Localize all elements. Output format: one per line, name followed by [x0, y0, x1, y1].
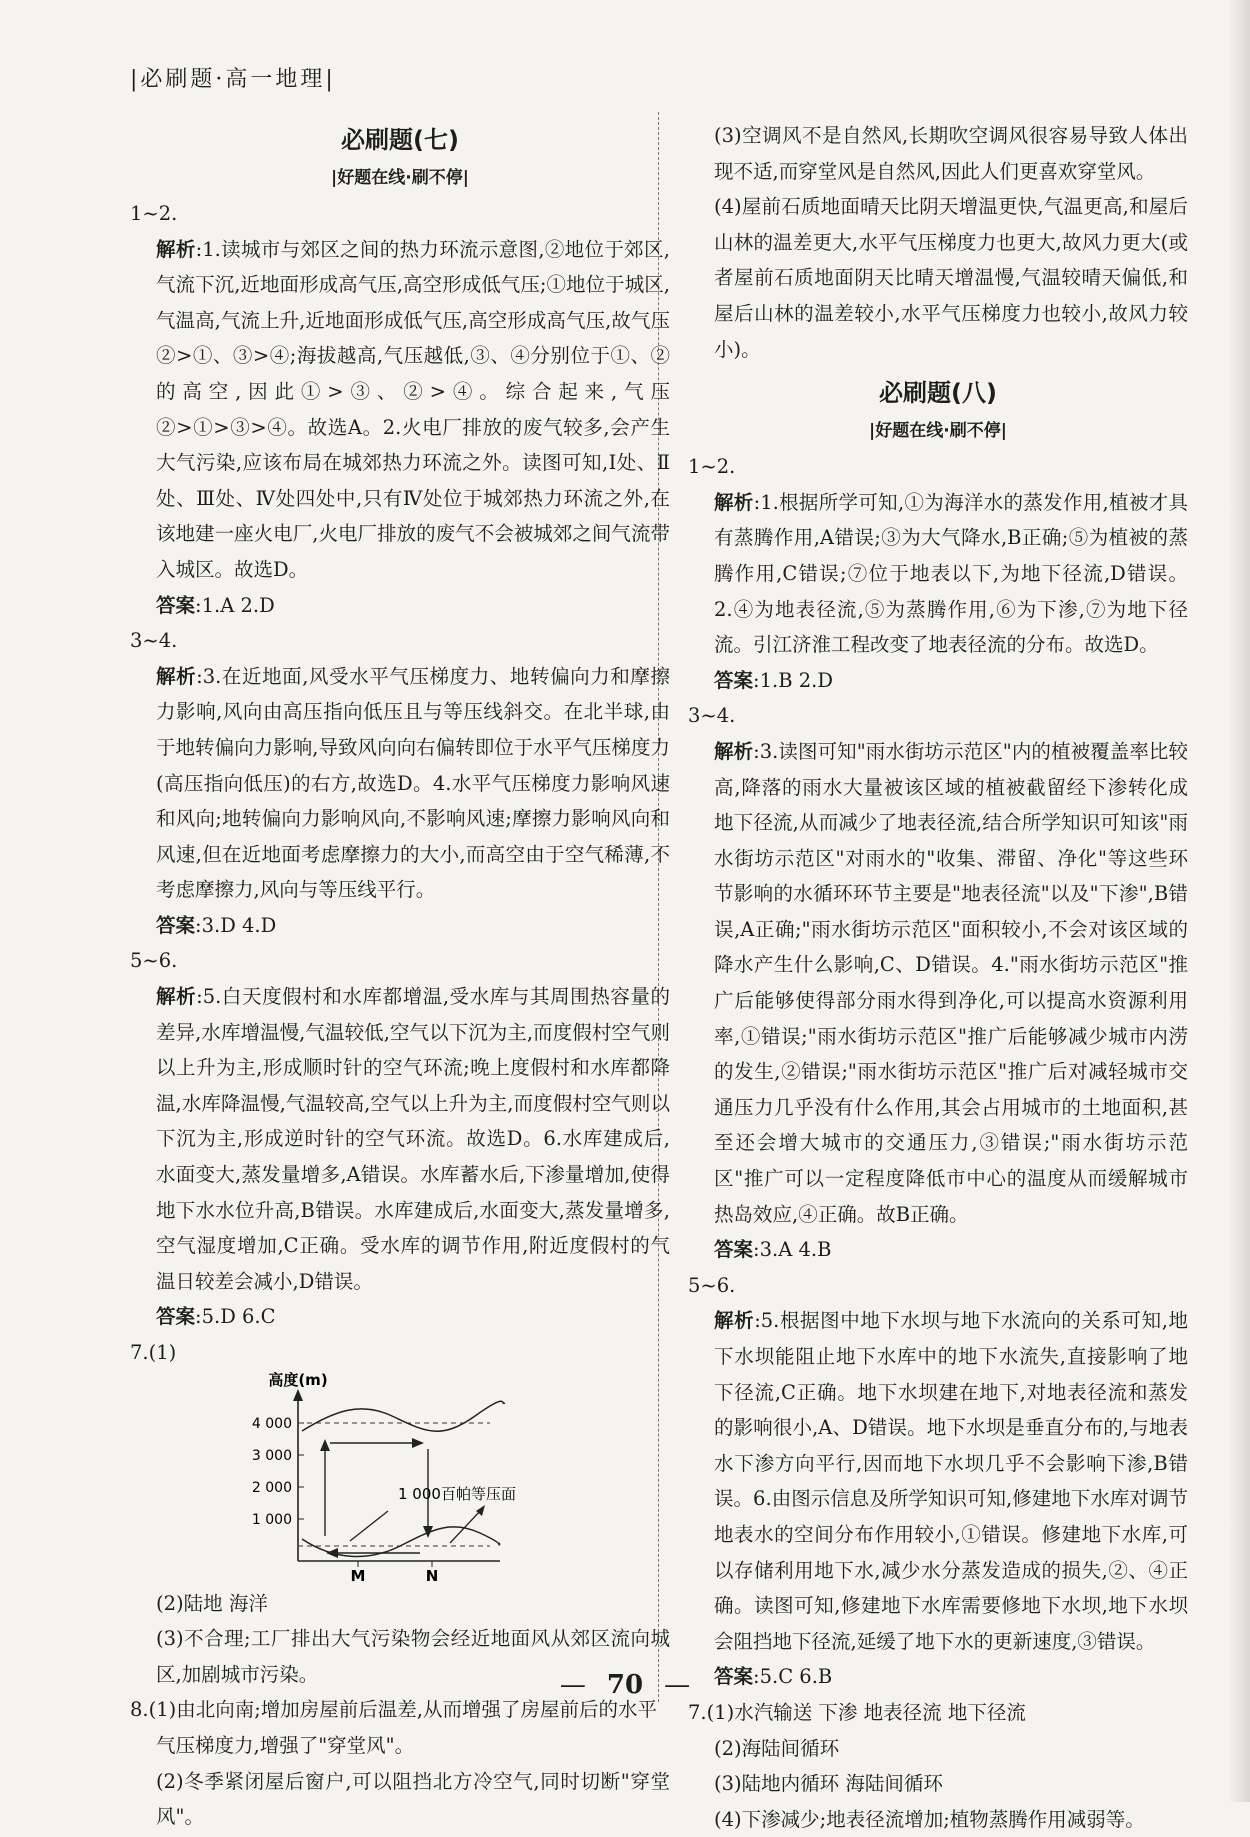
answer-line: (3)陆地内循环 海陆间循环 — [714, 1772, 943, 1796]
answer-line: (2)陆地 海洋 — [156, 1591, 268, 1615]
analysis-paragraph — [130, 659, 670, 908]
arrow-head — [326, 1548, 338, 1558]
answer-label: 答案 — [156, 1305, 196, 1329]
question-8-1: 8.(1)由北向南;增加房屋前后温差,从而增强了房屋前后的水平气压梯度力,增强了"穿堂风"。 — [130, 1698, 657, 1757]
analysis-label: 解析 — [156, 985, 197, 1009]
upper-isobar-curve — [302, 1401, 505, 1431]
arrow-head — [320, 1439, 330, 1451]
analysis-label: 解析 — [156, 237, 196, 261]
analysis-paragraph — [688, 1303, 1188, 1659]
analysis-text: :3.读图可知"雨水街坊示范区"内的植被覆盖率比较高,降落的雨水大量被该区域的植被截留经下渗转化成地下径流,从而减少了地表径流,结合所学知识可知该"雨水街坊示范区"对雨水的"收集、滞留、净化"等这些环节影响的水循环环节主要是"地表径流"以及"下渗",B错误,A正确;"雨水街坊示范区"面积较小,不会对该区域的降水产生什么影响,C、D错误。4."雨水街坊示范区"推广后能够使得部分雨水得到净化,可以提高水资源利用率,①错误;"雨水街坊示范区"推广后能够减少城市内涝的发生,②错误;"雨水街坊示范区"推广后对减轻城市交通压力几乎没有什么作用,其会占用城市的土地面积,甚至还会增大城市的交通压力,③错误;"雨水街坊示范区"推广可以一定程度降低市中心的温度从而缓解城市热岛效应,④正确。故B正确。 — [714, 739, 1188, 1226]
question-number: 1~2. — [688, 455, 736, 479]
page-footer — [0, 1670, 1250, 1700]
analysis-paragraph — [130, 232, 670, 588]
analysis-text: :5.白天度假村和水库都增温,受水库与其周围热容量的差异,水库增温慢,气温较低,空气以下沉为主,而度假村空气则以上升为主,形成顺时针的空气环流;晚上度假村和水库都降温,水库降温慢,气温较高,空气以上升为主,而度假村空气则以下沉为主,形成逆时针的空气环流。故选D。6.水库建成后,水面变大,蒸发量增多,A错误。水库蓄水后,下渗量增加,使得地下水水位升高,B错误。水库建成后,水面变大,蒸发量增多,空气湿度增加,C正确。受水库的调节作用,附近度假村的气温日较差会减小,D错误。 — [156, 985, 670, 1293]
answer-label: 答案 — [714, 1238, 754, 1262]
answer-line — [688, 663, 1188, 699]
analysis-paragraph — [688, 734, 1188, 1232]
analysis-label: 解析 — [714, 490, 754, 514]
circulation-diagram-svg — [130, 1371, 670, 1586]
circulation-diagram — [130, 1371, 670, 1586]
section-subtitle-7: |好题在线·刷不停| — [331, 168, 469, 188]
tick-label: 2 000 — [251, 1479, 292, 1496]
page-number: 70 — [606, 1670, 644, 1700]
tick-label: 3 000 — [251, 1447, 292, 1464]
answer-line: (2)海陆间循环 — [714, 1736, 840, 1760]
answer-line — [130, 588, 670, 624]
y-axis-label: 高度(m) — [268, 1370, 328, 1389]
analysis-label: 解析 — [156, 664, 197, 688]
answer-line: (4)下渗减少;地表径流增加;植物蒸腾作用减弱等。 — [714, 1807, 1145, 1831]
tick-label: 1 000 — [251, 1511, 292, 1528]
answer-line — [130, 1299, 670, 1335]
section-title-8: 必刷题(八) — [879, 379, 997, 408]
question-number: 7.(1) — [130, 1341, 177, 1364]
answer-label: 答案 — [714, 1665, 754, 1689]
y-axis-arrow — [293, 1389, 303, 1401]
footer-dash: — — [664, 1670, 691, 1700]
answer-text: :3.D 4.D — [195, 913, 277, 937]
answer-label: 答案 — [714, 668, 754, 692]
question-7-1: 7.(1)水汽输送 下渗 地表径流 地下径流 — [688, 1700, 1026, 1724]
analysis-text: :3.在近地面,风受水平气压梯度力、地转偏向力和摩擦力影响,风向由高压指向低压且与等压线斜交。在北半球,由于地转偏向力影响,导致风向向右偏转即位于水平气压梯度力(高压指向低压)的右方,故选D。4.水平气压梯度力影响风速和风向;地转偏向力影响风向,不影响风速;摩擦力影响风向和风速,但在近地面考虑摩擦力的大小,而高空由于空气稀薄,不考虑摩擦力,风向与等压线平行。 — [156, 664, 670, 902]
isobar-label: 1 000百帕等压面 — [398, 1484, 516, 1503]
answer-line — [688, 1232, 1188, 1268]
running-header: |必刷题·高一地理| — [130, 67, 336, 92]
answer-text: :5.C 6.B — [753, 1665, 833, 1689]
answer-label: 答案 — [156, 913, 196, 937]
wind-arrow — [350, 1511, 388, 1541]
answer-text: :3.A 4.B — [753, 1238, 832, 1262]
answer-label: 答案 — [156, 593, 196, 617]
right-column — [688, 118, 1188, 1837]
answer-line: (4)屋前石质地面晴天比阴天增温更快,气温更高,和屋后山林的温差更大,水平气压梯度力也更大,故风力更大(或者屋前石质地面阴天比晴天增温慢,气温较晴天偏低,和屋后山林的温差较小,水平气压梯度力也较小,故风力较小)。 — [714, 195, 1188, 361]
question-number: 3~4. — [130, 629, 178, 653]
answer-line — [130, 908, 670, 944]
question-number: 1~2. — [130, 202, 178, 225]
analysis-label: 解析 — [714, 1309, 755, 1333]
page-edge-shadow — [1228, 0, 1250, 1802]
answer-line: (3)空调风不是自然风,长期吹空调风很容易导致人体出现不适,而穿堂风是自然风,因此人们更喜欢穿堂风。 — [714, 124, 1188, 183]
question-number: 3~4. — [688, 704, 736, 728]
tick-label: 4 000 — [251, 1415, 292, 1432]
analysis-text: :5.根据图中地下水坝与地下水流向的关系可知,地下水坝能阻止地下水库中的地下水流失,直接影响了地下径流,C正确。地下水坝建在地下,对地表径流和蒸发的影响很小,A、D错误。地下水坝是垂直分布的,与地表水下渗方向平行,因而地下水坝几乎不会影响下渗,B错误。6.由图示信息及所学知识可知,修建地下水库对调节地表水的空间分布作用较小,①错误。修建地下水库,可以存储利用地下水,减少水分蒸发造成的损失,②、④正确。读图可知,修建地下水库需要修地下水坝,地下水坝会阻挡地下径流,延缓了地下水的更新速度,③错误。 — [714, 1309, 1188, 1653]
section-subtitle-8: |好题在线·刷不停| — [869, 421, 1007, 442]
analysis-text: :1.读城市与郊区之间的热力环流示意图,②地位于郊区,气流下沉,近地面形成高气压,高空形成低气压;①地位于城区,气温高,气流上升,近地面形成低气压,高空形成高气压,故气压②>①、③>④;海拔越高,气压越低,③、④分别位于①、②的高空,因此①>③、②>④。综合起来,气压②>①>③>④。故选A。2.火电厂排放的废气较多,会产生大气污染,应该布局在城郊热力环流之外。读图可知,Ⅰ处、Ⅱ处、Ⅲ处、Ⅳ处四处中,只有Ⅳ处位于城郊热力环流之外,在该地建一座火电厂,火电厂排放的废气不会被城郊之间气流带入城区。故选D。 — [156, 237, 670, 581]
analysis-paragraph — [688, 485, 1188, 663]
answer-text: :5.D 6.C — [195, 1305, 276, 1329]
footer-dash: — — [559, 1670, 586, 1700]
analysis-text: :1.根据所学可知,①为海洋水的蒸发作用,植被才具有蒸腾作用,A错误;③为大气降水,B正确;⑤为植被的蒸腾作用,C错误;⑦位于地表以下,为地下径流,D错误。2.④为地表径流,⑤为蒸腾作用,⑥为下渗,⑦为地下径流。引江济淮工程改变了地表径流的分布。故选D。 — [714, 490, 1188, 657]
point-n-label: N — [425, 1566, 439, 1585]
wind-arrow — [450, 1509, 482, 1543]
arrow-head — [412, 1438, 424, 1448]
left-column — [130, 118, 670, 1835]
answer-text: :1.B 2.D — [753, 668, 833, 692]
answer-text: :1.A 2.D — [195, 593, 275, 617]
answer-line: (3)不合理;工厂排出大气污染物会经近地面风从郊区流向城区,加剧城市污染。 — [156, 1627, 670, 1686]
analysis-paragraph — [130, 979, 670, 1299]
answer-line: (2)冬季紧闭屋后窗户,可以阻挡北方冷空气,同时切断"穿堂风"。 — [156, 1769, 670, 1829]
section-title-7: 必刷题(七) — [341, 126, 459, 154]
question-number: 5~6. — [688, 1273, 736, 1297]
question-number: 5~6. — [130, 949, 178, 973]
point-m-label: M — [350, 1566, 366, 1585]
analysis-label: 解析 — [714, 739, 754, 763]
